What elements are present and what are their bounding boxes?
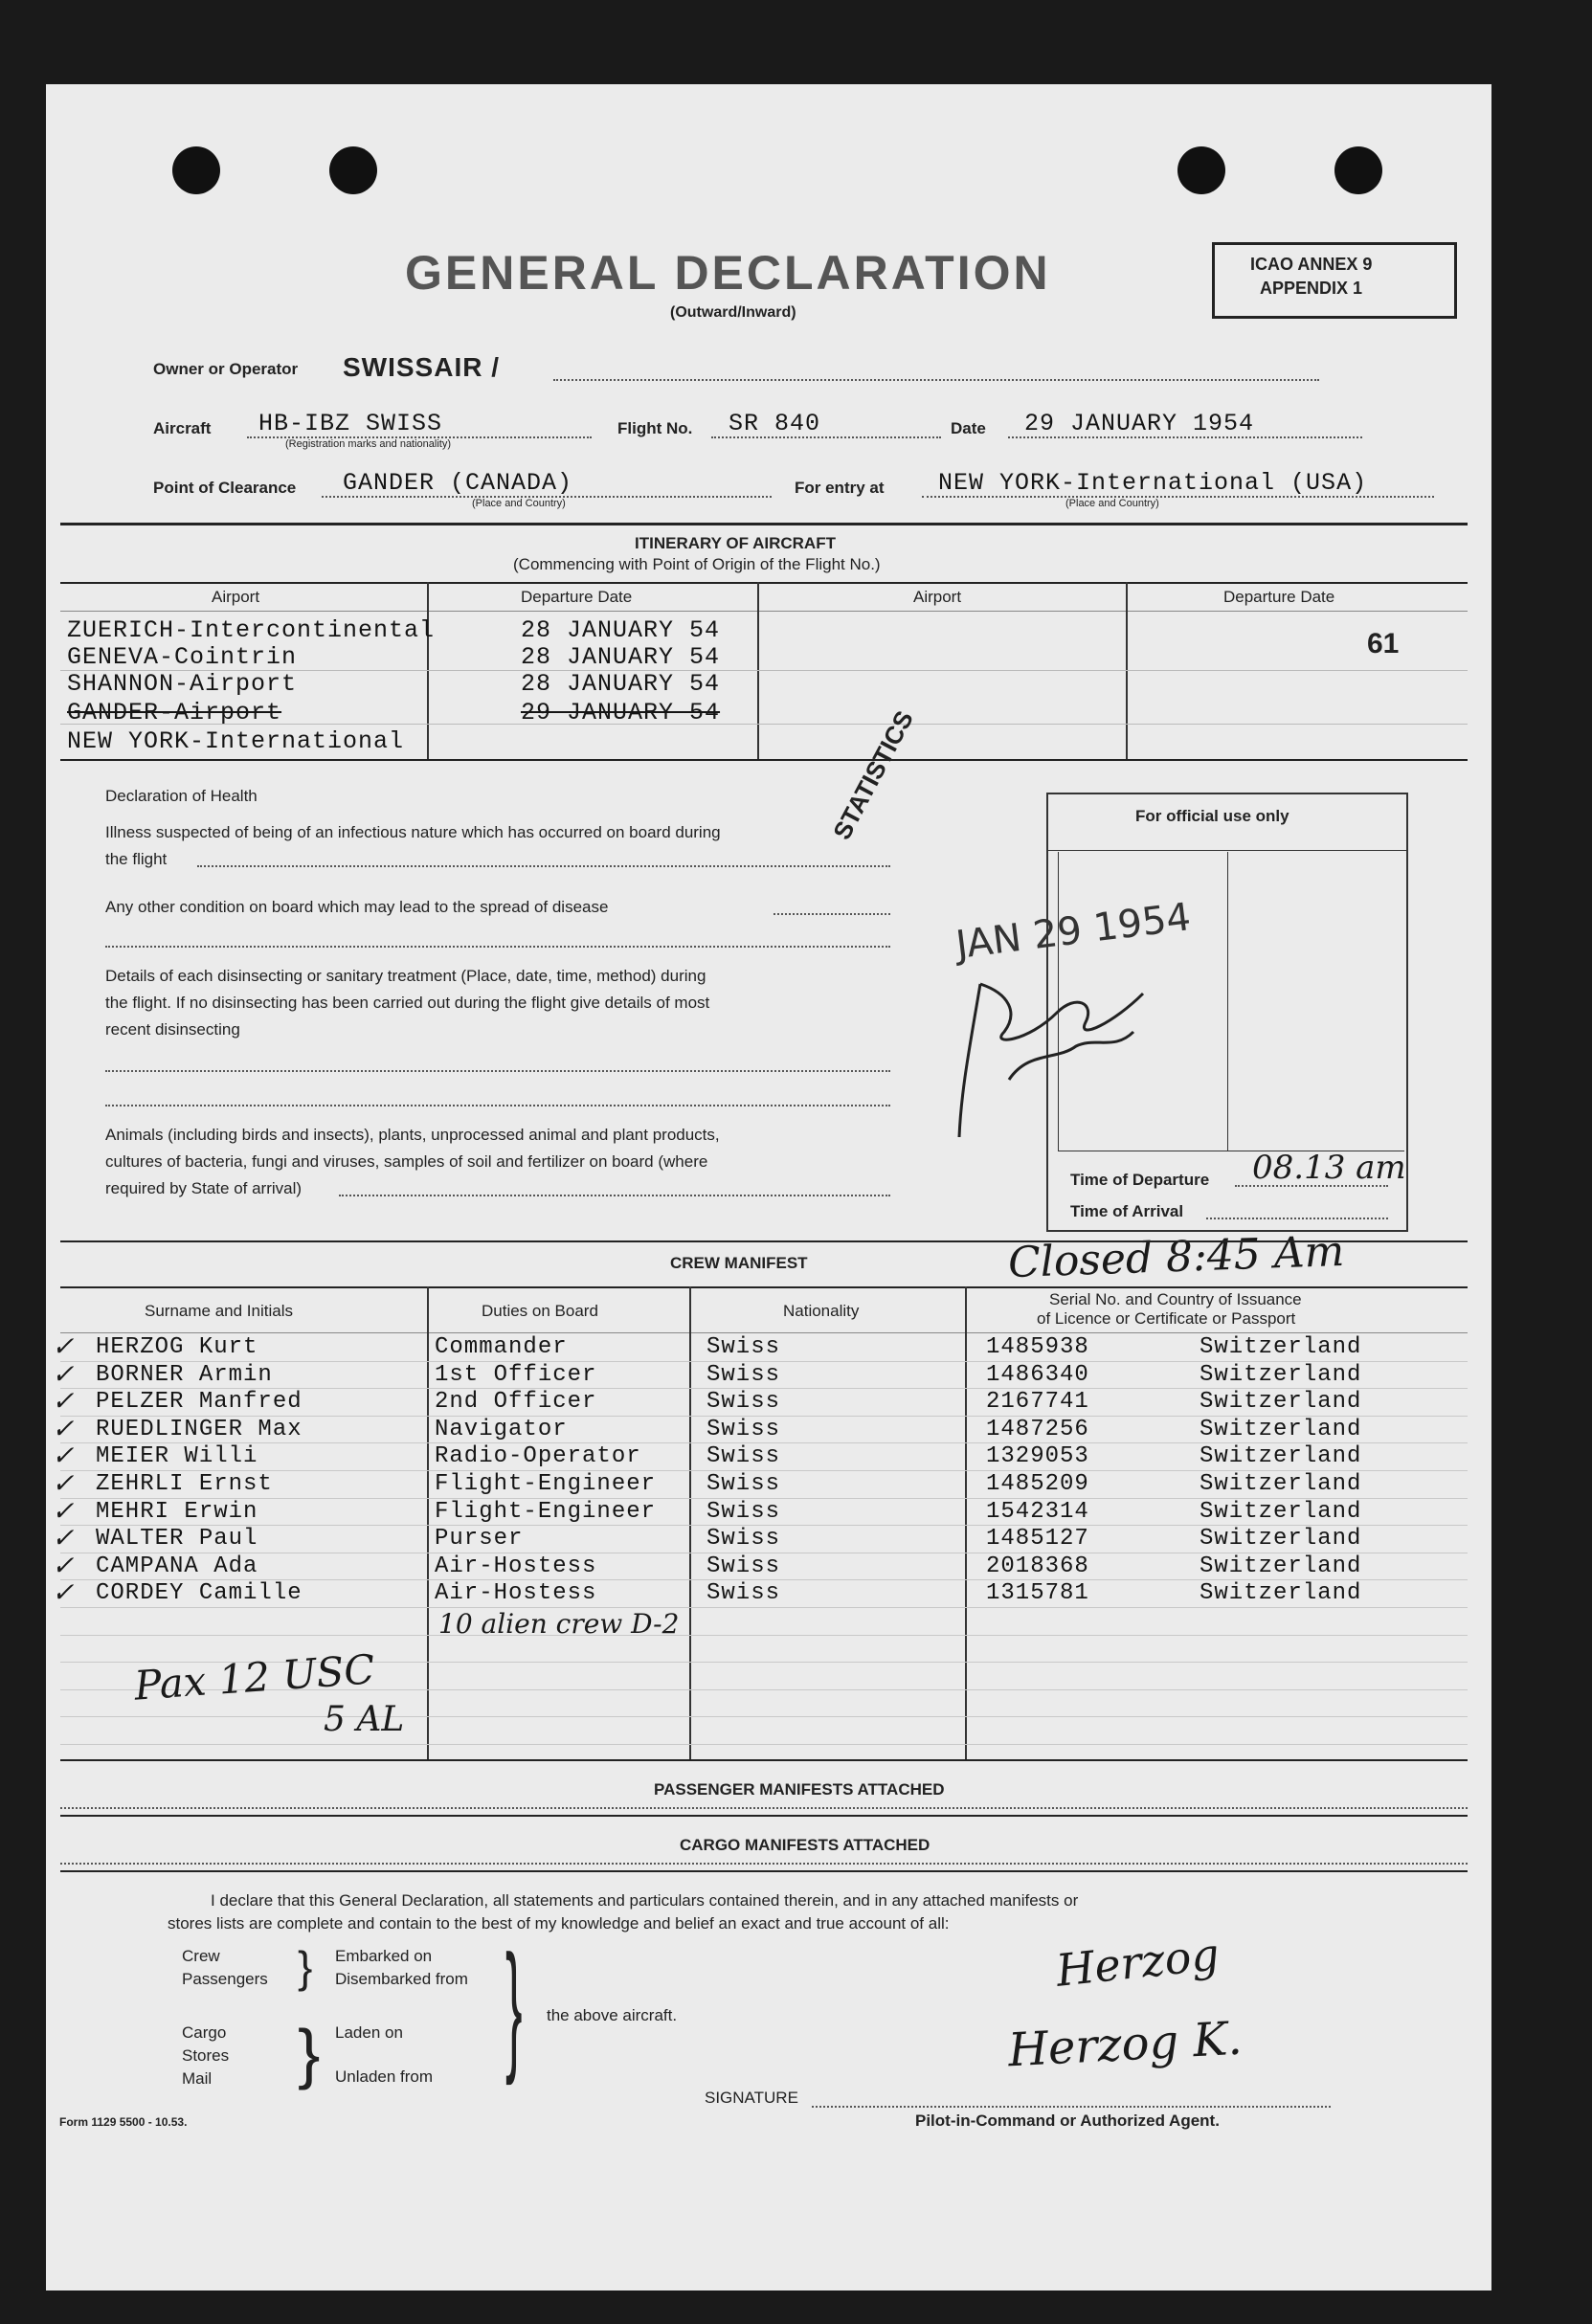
crew-country: Switzerland bbox=[1200, 1361, 1362, 1388]
itinerary-airport-3: SHANNON-Airport bbox=[67, 670, 298, 698]
divider-itinerary-bottom bbox=[60, 759, 1468, 761]
crew-serial: 1486340 bbox=[986, 1361, 1089, 1388]
empty-row-rule bbox=[60, 1635, 1468, 1636]
check-mark-icon: ✓ bbox=[52, 1549, 75, 1581]
crew-name: HERZOG Kurt bbox=[96, 1334, 258, 1360]
itinerary-airport-1: ZUERICH-Intercontinental bbox=[67, 616, 436, 644]
flight-line bbox=[711, 436, 941, 438]
itinerary-header-date-2: Departure Date bbox=[1223, 588, 1335, 606]
departure-label: Time of Departure bbox=[1070, 1171, 1210, 1189]
disinsect-line-1 bbox=[105, 1070, 890, 1072]
declaration-line-2: stores lists are complete and contain to the best of my knowledge and belief an exact and true account of all: bbox=[168, 1914, 950, 1933]
crew-nationality: Swiss bbox=[706, 1361, 781, 1388]
flight-value: SR 840 bbox=[729, 410, 821, 437]
page-subtitle: (Outward/Inward) bbox=[670, 304, 796, 321]
crew-duty: Purser bbox=[435, 1526, 524, 1553]
crew-nationality: Swiss bbox=[706, 1443, 781, 1470]
decl-cargo: Cargo bbox=[182, 2023, 227, 2042]
pilot-label: Pilot-in-Command or Authorized Agent. bbox=[915, 2112, 1220, 2130]
animals-text-3: required by State of arrival) bbox=[105, 1179, 303, 1197]
punch-hole-right-1 bbox=[1177, 146, 1225, 194]
table-row bbox=[46, 1385, 1472, 1418]
date-value: 29 JANUARY 1954 bbox=[1024, 410, 1255, 437]
signature-line bbox=[812, 2106, 1331, 2108]
crew-nationality: Swiss bbox=[706, 1416, 781, 1442]
crew-serial: 1487256 bbox=[986, 1416, 1089, 1442]
crew-country: Switzerland bbox=[1200, 1580, 1362, 1607]
decl-mail: Mail bbox=[182, 2069, 213, 2088]
table-row bbox=[46, 1357, 1472, 1390]
illness-line bbox=[197, 865, 890, 867]
owner-value: SWISSAIR / bbox=[343, 352, 501, 382]
signature-label: SIGNATURE bbox=[705, 2089, 798, 2107]
decl-brace-2: } bbox=[298, 2016, 321, 2090]
itinerary-header-line bbox=[60, 582, 1468, 584]
crew-serial: 1329053 bbox=[986, 1443, 1089, 1470]
crew-title: CREW MANIFEST bbox=[670, 1254, 808, 1272]
decl-brace-1: } bbox=[298, 1942, 313, 1992]
table-row bbox=[46, 1330, 1472, 1362]
crew-name: WALTER Paul bbox=[96, 1526, 258, 1553]
itinerary-title: ITINERARY OF AIRCRAFT bbox=[635, 534, 836, 552]
inspector-initials bbox=[952, 955, 1181, 1166]
check-mark-icon: ✓ bbox=[52, 1522, 75, 1554]
decl-passengers: Passengers bbox=[182, 1970, 268, 1988]
disinsect-text-2: the flight. If no disinsecting has been carried out during the flight give details of most bbox=[105, 994, 710, 1012]
crew-name: RUEDLINGER Max bbox=[96, 1416, 303, 1442]
divider-crew-top bbox=[60, 1240, 1468, 1242]
table-row bbox=[46, 1549, 1472, 1581]
itinerary-header-date-1: Departure Date bbox=[521, 588, 633, 606]
crew-nationality: Swiss bbox=[706, 1580, 781, 1607]
clearance-value: GANDER (CANADA) bbox=[343, 469, 573, 497]
crew-serial: 1485209 bbox=[986, 1471, 1089, 1497]
crew-country: Switzerland bbox=[1200, 1416, 1362, 1442]
divider-crew-bottom bbox=[60, 1759, 1468, 1761]
owner-line bbox=[553, 379, 1319, 381]
crew-duty: 2nd Officer bbox=[435, 1389, 597, 1416]
cargo-manifests-line bbox=[60, 1863, 1468, 1865]
itinerary-date-1: 28 JANUARY 54 bbox=[521, 616, 721, 644]
crew-nationality: Swiss bbox=[706, 1389, 781, 1416]
empty-row-rule bbox=[60, 1744, 1468, 1745]
divider-itinerary-top bbox=[60, 523, 1468, 525]
crew-country: Switzerland bbox=[1200, 1471, 1362, 1497]
decl-brace-3: } bbox=[505, 1925, 523, 2086]
crew-name: CORDEY Camille bbox=[96, 1580, 303, 1607]
departure-value: 08.13 am bbox=[1252, 1149, 1406, 1187]
decl-unladen: Unladen from bbox=[335, 2067, 434, 2086]
itinerary-row-line-2 bbox=[60, 724, 1468, 725]
itinerary-right-number: 61 bbox=[1367, 628, 1400, 659]
crew-header-duties: Duties on Board bbox=[482, 1302, 598, 1320]
crew-name: MEIER Willi bbox=[96, 1443, 258, 1470]
aircraft-note: (Registration marks and nationality) bbox=[285, 438, 452, 450]
crew-nationality: Swiss bbox=[706, 1471, 781, 1497]
decl-embarked: Embarked on bbox=[335, 1947, 433, 1965]
official-title-line bbox=[1046, 850, 1406, 851]
official-inner-right bbox=[1227, 852, 1228, 1151]
crew-header-top bbox=[60, 1286, 1468, 1288]
crew-country: Switzerland bbox=[1200, 1389, 1362, 1416]
passenger-manifests: PASSENGER MANIFESTS ATTACHED bbox=[654, 1780, 945, 1799]
itinerary-airport-2: GENEVA-Cointrin bbox=[67, 643, 298, 671]
crew-header-bottom bbox=[60, 1332, 1468, 1333]
annex-line-1: ICAO ANNEX 9 bbox=[1250, 255, 1373, 274]
passenger-manifests-line bbox=[60, 1807, 1468, 1809]
crew-duty: Radio-Operator bbox=[435, 1443, 641, 1470]
animals-text-1: Animals (including birds and insects), plants, unprocessed animal and plant products, bbox=[105, 1126, 720, 1144]
crew-nationality: Swiss bbox=[706, 1526, 781, 1553]
crew-serial: 1485938 bbox=[986, 1334, 1089, 1360]
row-rule bbox=[60, 1607, 1468, 1608]
declaration-line-1: I declare that this General Declaration, all statements and particulars contained therein, and in any attached manifests or bbox=[211, 1891, 1079, 1910]
flight-label: Flight No. bbox=[617, 419, 693, 437]
crew-name: MEHRI Erwin bbox=[96, 1498, 258, 1525]
departure-line bbox=[1235, 1185, 1388, 1187]
animals-line bbox=[339, 1195, 890, 1196]
table-row bbox=[46, 1412, 1472, 1444]
divider-passenger bbox=[60, 1815, 1468, 1817]
itinerary-airport-5: NEW YORK-International bbox=[67, 727, 405, 755]
entry-note: (Place and Country) bbox=[1065, 498, 1159, 509]
decl-stores: Stores bbox=[182, 2046, 230, 2065]
entry-label: For entry at bbox=[795, 479, 885, 497]
check-mark-icon: ✓ bbox=[52, 1467, 75, 1499]
itinerary-header-airport-1: Airport bbox=[212, 588, 260, 606]
crew-header-serial-1: Serial No. and Country of Issuance bbox=[1049, 1290, 1302, 1308]
crew-serial: 1485127 bbox=[986, 1526, 1089, 1553]
empty-row-rule bbox=[60, 1716, 1468, 1717]
table-row bbox=[46, 1576, 1472, 1609]
crew-name: ZEHRLI Ernst bbox=[96, 1471, 273, 1497]
date-line bbox=[1008, 436, 1362, 438]
illness-text-1: Illness suspected of being of an infectious nature which has occurred on board during bbox=[105, 823, 721, 841]
inspector-scribble bbox=[959, 984, 1143, 1137]
itinerary-date-2: 28 JANUARY 54 bbox=[521, 643, 721, 671]
other-condition-line-2 bbox=[105, 946, 890, 948]
signature-line-1: Herzog bbox=[1053, 1928, 1222, 1997]
document-page bbox=[46, 84, 1491, 2290]
aircraft-label: Aircraft bbox=[153, 419, 212, 437]
punch-hole-left-2 bbox=[329, 146, 377, 194]
pax-note-line-2: 5 AL bbox=[324, 1700, 405, 1739]
check-mark-icon: ✓ bbox=[52, 1440, 75, 1472]
crew-country: Switzerland bbox=[1200, 1553, 1362, 1579]
crew-country: Switzerland bbox=[1200, 1526, 1362, 1553]
punch-hole-left-1 bbox=[172, 146, 220, 194]
itinerary-subtitle: (Commencing with Point of Origin of the Flight No.) bbox=[513, 555, 881, 573]
clearance-label: Point of Clearance bbox=[153, 479, 297, 497]
crew-country: Switzerland bbox=[1200, 1498, 1362, 1525]
arrival-label: Time of Arrival bbox=[1070, 1202, 1184, 1220]
entry-value: NEW YORK-International (USA) bbox=[938, 469, 1368, 497]
table-row bbox=[46, 1440, 1472, 1472]
check-mark-icon: ✓ bbox=[52, 1385, 75, 1418]
itinerary-airport-4: GANDER-Airport bbox=[67, 699, 282, 726]
pax-note-line-1: Pax 12 USC bbox=[132, 1645, 376, 1709]
crew-duty: 1st Officer bbox=[435, 1361, 597, 1388]
decl-above: the above aircraft. bbox=[547, 2006, 678, 2024]
crew-nationality: Swiss bbox=[706, 1334, 781, 1360]
arrival-line bbox=[1206, 1218, 1388, 1219]
form-number: Form 1129 5500 - 10.53. bbox=[59, 2115, 188, 2129]
date-label: Date bbox=[951, 419, 986, 437]
illness-text-2: the flight bbox=[105, 850, 168, 868]
crew-name: CAMPANA Ada bbox=[96, 1553, 258, 1579]
other-condition-text: Any other condition on board which may lead to the spread of disease bbox=[105, 898, 609, 916]
animals-text-2: cultures of bacteria, fungi and viruses, samples of soil and fertilizer on board (where bbox=[105, 1152, 708, 1171]
cargo-manifests: CARGO MANIFESTS ATTACHED bbox=[680, 1836, 931, 1854]
crew-country: Switzerland bbox=[1200, 1334, 1362, 1360]
itinerary-row-line-1 bbox=[60, 670, 1468, 671]
owner-label: Owner or Operator bbox=[153, 360, 299, 378]
crew-country: Switzerland bbox=[1200, 1443, 1362, 1470]
annex-line-2: APPENDIX 1 bbox=[1260, 279, 1363, 298]
page-title: GENERAL DECLARATION bbox=[405, 246, 1051, 300]
crew-duty: Air-Hostess bbox=[435, 1580, 597, 1607]
table-row bbox=[46, 1522, 1472, 1554]
itinerary-subheader-line bbox=[60, 611, 1468, 612]
crew-name: PELZER Manfred bbox=[96, 1389, 303, 1416]
crew-hand-note: 10 alien crew D-2 bbox=[438, 1608, 680, 1640]
crew-duty: Commander bbox=[435, 1334, 568, 1360]
closed-note: Closed 8:45 Am bbox=[1007, 1226, 1346, 1288]
crew-header-name: Surname and Initials bbox=[145, 1302, 293, 1320]
check-mark-icon: ✓ bbox=[52, 1357, 75, 1390]
crew-header-serial-2: of Licence or Certificate or Passport bbox=[1037, 1309, 1296, 1328]
check-mark-icon: ✓ bbox=[52, 1576, 75, 1609]
crew-duty: Air-Hostess bbox=[435, 1553, 597, 1579]
crew-header-nationality: Nationality bbox=[783, 1302, 860, 1320]
official-use-title: For official use only bbox=[1135, 807, 1289, 825]
check-mark-icon: ✓ bbox=[52, 1330, 75, 1362]
crew-duty: Flight-Engineer bbox=[435, 1471, 657, 1497]
crew-name: BORNER Armin bbox=[96, 1361, 273, 1388]
entry-line bbox=[922, 496, 1434, 498]
disinsect-text-1: Details of each disinsecting or sanitary treatment (Place, date, time, method) during bbox=[105, 967, 706, 985]
other-condition-line-1 bbox=[774, 913, 890, 915]
crew-nationality: Swiss bbox=[706, 1553, 781, 1579]
decl-disembarked: Disembarked from bbox=[335, 1970, 468, 1988]
check-mark-icon: ✓ bbox=[52, 1494, 75, 1527]
health-title: Declaration of Health bbox=[105, 787, 258, 805]
aircraft-value: HB-IBZ SWISS bbox=[258, 410, 443, 437]
crew-duty: Flight-Engineer bbox=[435, 1498, 657, 1525]
signature-line-2: Herzog K. bbox=[1006, 2011, 1244, 2078]
crew-duty: Navigator bbox=[435, 1416, 568, 1442]
statistics-stamp: STATISTICS bbox=[827, 705, 919, 845]
divider-cargo bbox=[60, 1870, 1468, 1872]
crew-serial: 2018368 bbox=[986, 1553, 1089, 1579]
disinsect-text-3: recent disinsecting bbox=[105, 1020, 240, 1039]
received-date-stamp: JAN 29 1954 bbox=[953, 895, 1194, 968]
decl-crew: Crew bbox=[182, 1947, 220, 1965]
disinsect-line-2 bbox=[105, 1105, 890, 1106]
crew-serial: 1542314 bbox=[986, 1498, 1089, 1525]
decl-laden: Laden on bbox=[335, 2023, 403, 2042]
table-row bbox=[46, 1467, 1472, 1499]
itinerary-date-3: 28 JANUARY 54 bbox=[521, 670, 721, 698]
crew-serial: 1315781 bbox=[986, 1580, 1089, 1607]
itinerary-date-4: 29 JANUARY 54 bbox=[521, 699, 721, 726]
crew-serial: 2167741 bbox=[986, 1389, 1089, 1416]
check-mark-icon: ✓ bbox=[52, 1412, 75, 1444]
table-row bbox=[46, 1494, 1472, 1527]
crew-nationality: Swiss bbox=[706, 1498, 781, 1525]
clearance-note: (Place and Country) bbox=[472, 498, 566, 509]
punch-hole-right-2 bbox=[1334, 146, 1382, 194]
itinerary-header-airport-2: Airport bbox=[913, 588, 962, 606]
